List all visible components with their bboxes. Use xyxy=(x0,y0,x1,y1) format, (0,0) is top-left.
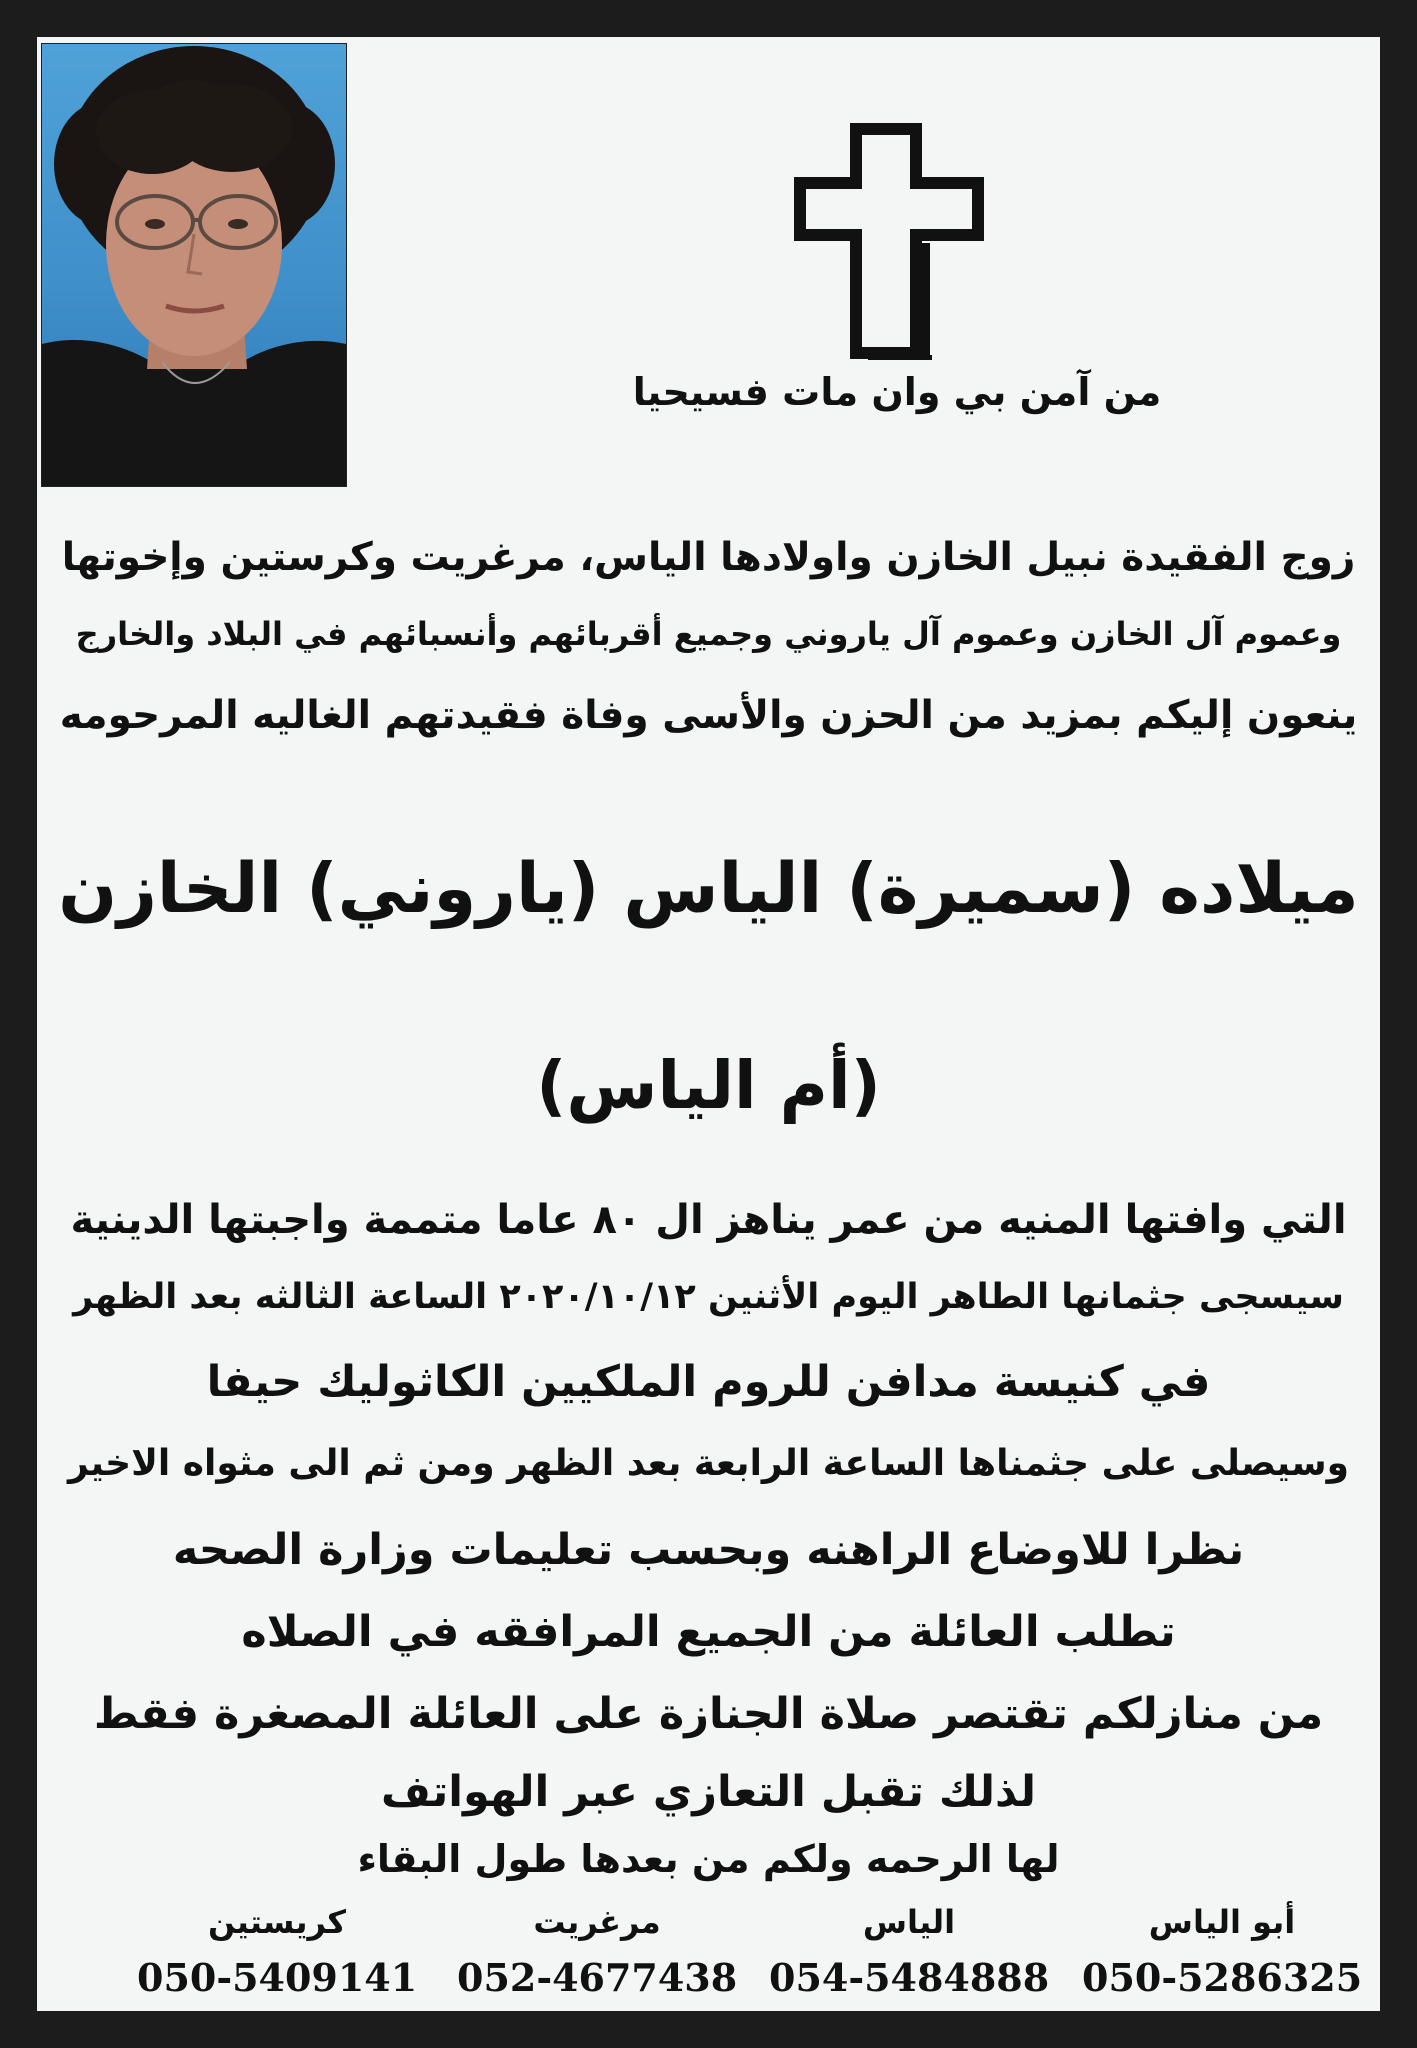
contact-phone: 052-4677438 xyxy=(457,1955,738,2000)
bible-verse: من آمن بي وان مات فسيحيا xyxy=(632,370,1162,414)
body-line: من منازلكم تقتصر صلاة الجنازة على العائلة المصغرة فقط xyxy=(93,1689,1324,1739)
contact-name: الياس xyxy=(862,1903,956,1941)
portrait-photo xyxy=(41,43,347,487)
body-line: وسيصلى على جثمناها الساعة الرابعة بعد الظهر ومن ثم الى مثواه الاخير xyxy=(68,1443,1349,1484)
body-line: التي وافتها المنيه من عمر يناهز ال ٨٠ عاما متممة واجبتها الدينية xyxy=(70,1197,1347,1243)
contact-phone: 054-5484888 xyxy=(769,1955,1050,2000)
body-line: تطلب العائلة من الجميع المرافقه في الصلاه xyxy=(241,1607,1176,1657)
obituary-notice xyxy=(37,37,1380,2011)
body-line: لذلك تقبل التعازي عبر الهواتف xyxy=(380,1767,1037,1817)
body-line: في كنيسة مدافن للروم الملكيين الكاثوليك حيفا xyxy=(206,1357,1211,1407)
contact-name: كريستين xyxy=(207,1903,346,1941)
contact-name: أبو الياس xyxy=(1148,1903,1296,1941)
contact-name: مرغريت xyxy=(533,1903,661,1941)
announcement-line: زوج الفقيدة نبيل الخازن واولادها الياس، مرغريت وكرستين وإخوتها xyxy=(61,535,1356,580)
deceased-nickname: (أم الياس) xyxy=(536,1047,881,1124)
contact-phone: 050-5286325 xyxy=(1082,1955,1363,2000)
contact-phone: 050-5409141 xyxy=(137,1955,418,2000)
body-line: لها الرحمه ولكم من بعدها طول البقاء xyxy=(357,1837,1060,1881)
body-line: نظرا للاوضاع الراهنه وبحسب تعليمات وزارة الصحه xyxy=(172,1525,1245,1575)
announcement-line: ينعون إليكم بمزيد من الحزن والأسى وفاة فقيدتهم الغاليه المرحومه xyxy=(59,693,1358,738)
deceased-name: ميلاده (سميرة) الياس (ياروني) الخازن xyxy=(58,849,1359,929)
body-line: سيسجى جثمانها الطاهر اليوم الأثنين ٢٠٢٠/١٠/١٢ الساعة الثالثه بعد الظهر xyxy=(73,1277,1344,1317)
cross-icon xyxy=(794,123,984,360)
announcement-line: وعموم آل الخازن وعموم آل ياروني وجميع أقربائهم وأنسبائهم في البلاد والخارج xyxy=(75,615,1342,653)
